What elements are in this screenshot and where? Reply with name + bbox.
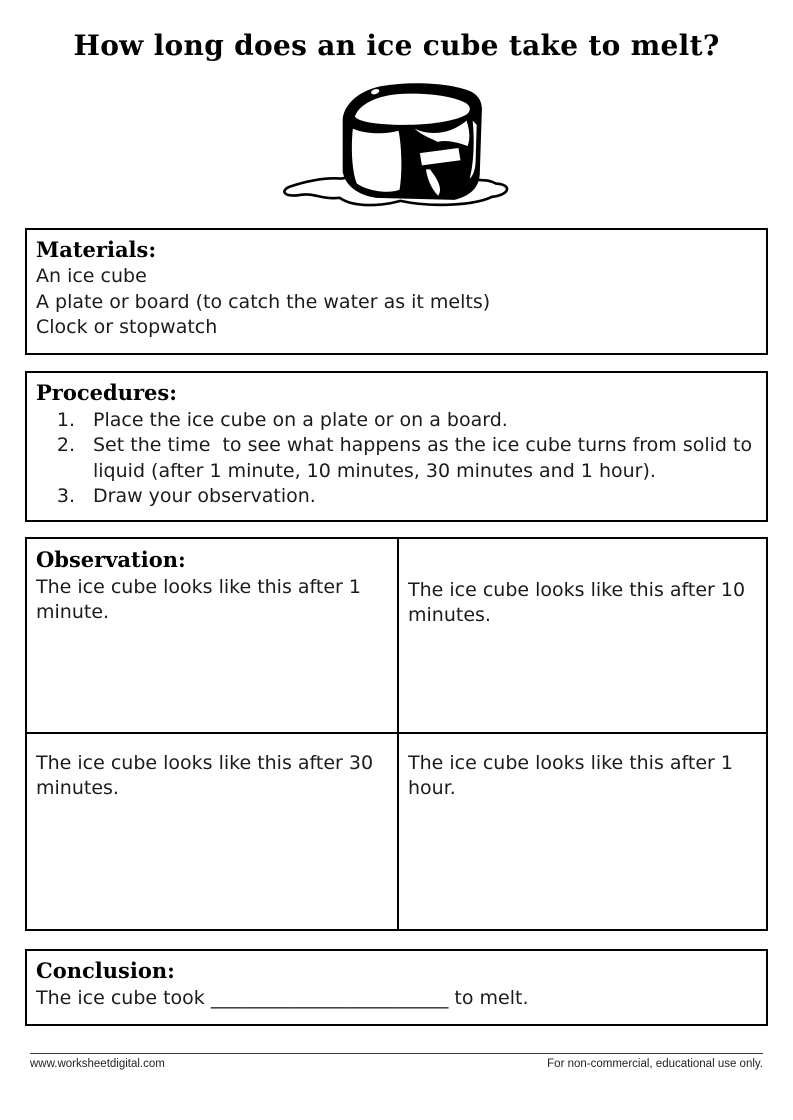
observation-cell-label: The ice cube looks like this after 10 minutes.	[408, 578, 746, 626]
conclusion-heading: Conclusion:	[36, 957, 175, 983]
step-number: 2.	[56, 434, 75, 456]
conclusion-text-after: to melt.	[448, 986, 529, 1009]
materials-heading: Materials:	[36, 237, 157, 262]
footer-website: www.worksheetdigital.com	[30, 1057, 165, 1070]
step-number: 3.	[56, 485, 75, 507]
observation-cell-label: The ice cube looks like this after 1 minute.	[36, 575, 361, 623]
procedure-step	[36, 484, 754, 510]
step-text: Draw your observation.	[93, 485, 316, 507]
observation-table	[25, 537, 768, 931]
conclusion-text-before: The ice cube took	[36, 986, 211, 1009]
footer	[30, 1058, 763, 1070]
observation-cell-1-minute	[27, 539, 399, 734]
observation-cell-30-minutes	[27, 734, 399, 929]
materials-item: A plate or board (to catch the water as it melts)	[36, 290, 491, 313]
observation-cell-label: The ice cube looks like this after 1 hour.	[408, 751, 733, 799]
materials-section	[25, 228, 768, 355]
procedure-step	[36, 408, 754, 434]
step-text: Place the ice cube on a plate or on a board.	[93, 408, 508, 431]
conclusion-section	[25, 949, 768, 1026]
ice-cube-front-face	[352, 129, 402, 192]
observation-heading: Observation:	[36, 546, 186, 572]
materials-item: Clock or stopwatch	[36, 316, 218, 338]
materials-item: An ice cube	[36, 265, 147, 287]
illustration-container	[25, 78, 768, 212]
procedures-heading: Procedures:	[36, 379, 177, 405]
conclusion-sentence	[36, 985, 754, 1012]
observation-cell-10-minutes	[399, 539, 766, 734]
procedures-section	[25, 371, 768, 522]
observation-cell-1-hour	[399, 734, 766, 929]
footer-divider	[30, 1053, 763, 1054]
page-title: How long does an ice cube take to melt?	[73, 29, 720, 62]
melting-ice-cube-illustration	[279, 78, 514, 210]
footer-license-note: For non-commercial, educational use only.	[547, 1057, 763, 1070]
procedures-list	[36, 408, 759, 510]
step-number: 1.	[56, 408, 75, 431]
step-text: Set the time to see what happens as the ice cube turns from solid to liquid (after 1 minute, 10 minutes, 30 minutes and 1 hour).	[93, 434, 759, 482]
observation-cell-label: The ice cube looks like this after 30 minutes.	[36, 751, 374, 799]
procedure-step	[36, 433, 759, 484]
conclusion-blank-line: _________________________	[210, 986, 449, 1009]
